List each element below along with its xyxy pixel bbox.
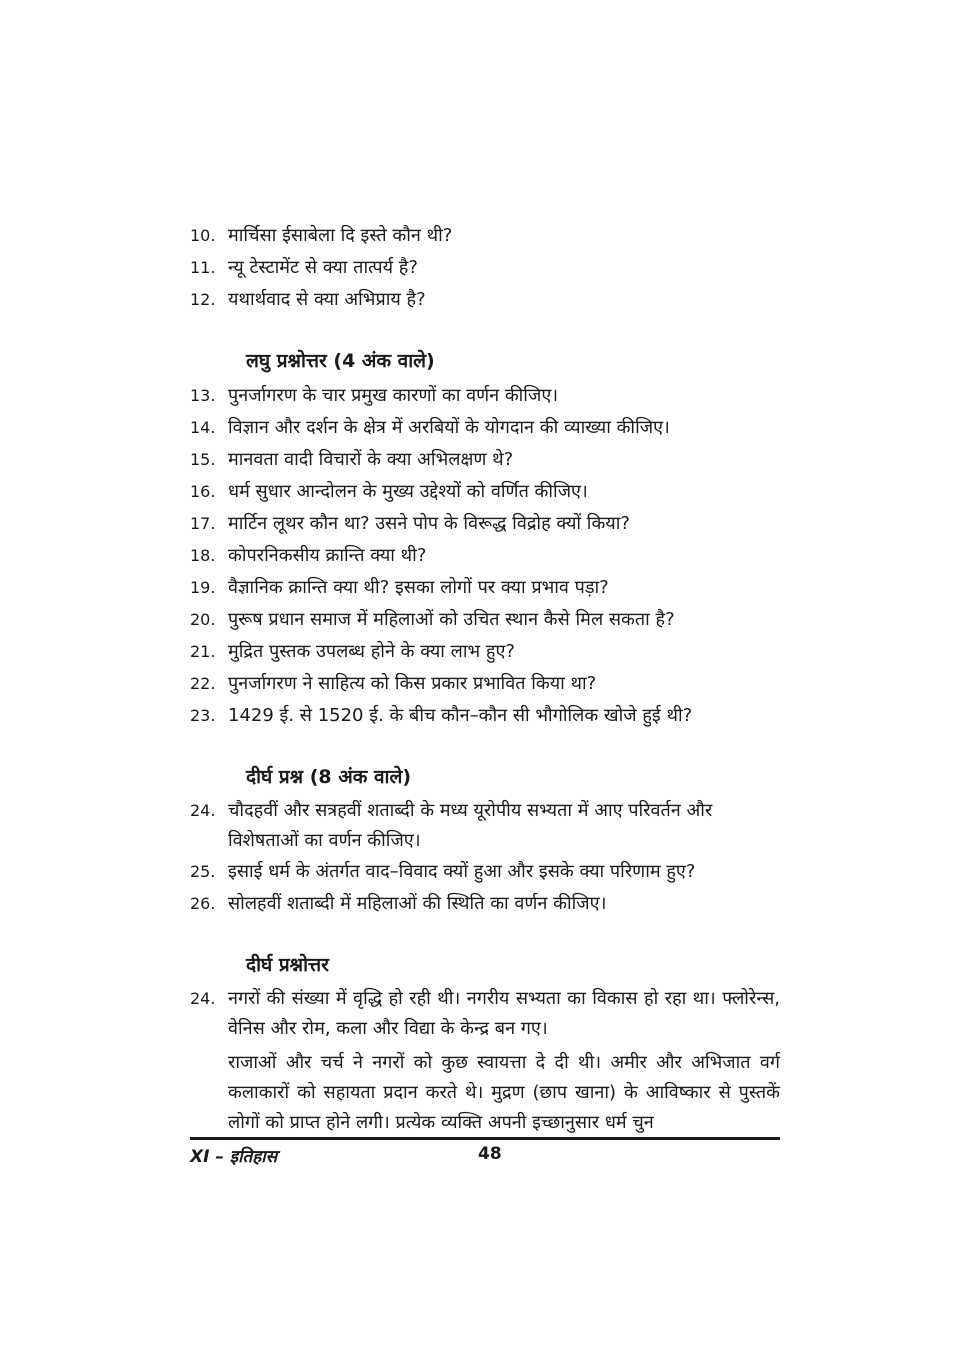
answer-number: 24. <box>190 989 216 1008</box>
footer-divider <box>190 1137 780 1140</box>
question-number: 25. <box>190 862 216 881</box>
question-item <box>190 604 780 636</box>
page-number: 48 <box>478 1144 502 1164</box>
section-heading-answers: दीर्घ प्रश्नोत्तर <box>246 954 329 976</box>
question-item <box>190 540 780 572</box>
question-number: 10. <box>190 226 216 245</box>
question-text: मानवता वादी विचारों के क्या अभिलक्षण थे? <box>228 449 514 470</box>
question-text: यथार्थवाद से क्या अभिप्राय है? <box>228 289 426 310</box>
question-number: 16. <box>190 482 216 501</box>
question-text: न्यू टेस्टामेंट से क्या तात्पर्य है? <box>228 257 418 278</box>
question-item <box>190 572 780 604</box>
answer-paragraph: राजाओं और चर्च ने नगरों को कुछ स्वायत्ता दे दी थी। अमीर और अभिजात वर्ग कलाकारों को सहायता प्रदान करते थे। मुद्रण (छाप खाना) के आविष्कार से पुस्तकें लोगों को प्राप्त होने लगी। प्रत्येक व्यक्ति अपनी इच्छानुसार धर्म चुन <box>228 1052 780 1133</box>
question-text: चौदहवीं और सत्रहवीं शताब्दी के मध्य यूरोपीय सभ्यता में आए परिवर्तन और विशेषताओं का वर्णन कीजिए। <box>228 800 713 851</box>
question-number: 17. <box>190 514 216 533</box>
question-list-long <box>190 796 780 920</box>
question-item <box>190 380 780 412</box>
question-text: पुनर्जागरण के चार प्रमुख कारणों का वर्णन कीजिए। <box>228 385 559 406</box>
question-number: 19. <box>190 578 216 597</box>
question-item <box>190 444 780 476</box>
question-item <box>190 856 780 888</box>
question-item <box>190 700 780 732</box>
question-text: पुनर्जागरण ने साहित्य को किस प्रकार प्रभावित किया था? <box>228 673 597 694</box>
question-list-short <box>190 380 780 732</box>
section-heading-long: दीर्घ प्रश्न (8 अंक वाले) <box>246 766 412 788</box>
question-item <box>190 888 780 920</box>
question-item <box>190 796 780 856</box>
question-number: 23. <box>190 706 216 725</box>
question-item <box>190 252 780 284</box>
question-number: 15. <box>190 450 216 469</box>
answer-item <box>190 984 780 1044</box>
question-text: मार्चिसा ईसाबेला दि इस्ते कौन थी? <box>228 225 453 246</box>
question-item <box>190 220 780 252</box>
question-text: धर्म सुधार आन्दोलन के मुख्य उद्देश्यों को वर्णित कीजिए। <box>228 481 588 502</box>
question-text: मुद्रित पुस्तक उपलब्ध होने के क्या लाभ हुए? <box>228 641 515 662</box>
question-number: 20. <box>190 610 216 629</box>
question-text: 1429 ई. से 1520 ई. के बीच कौन–कौन सी भौगोलिक खोजे हुई थी? <box>228 705 693 726</box>
question-number: 22. <box>190 674 216 693</box>
question-text: मार्टिन लूथर कौन था? उसने पोप के विरूद्ध विद्रोह क्यों किया? <box>228 513 630 534</box>
question-number: 12. <box>190 290 216 309</box>
question-text: इसाई धर्म के अंतर्गत वाद–विवाद क्यों हुआ और इसके क्या परिणाम हुए? <box>228 861 696 882</box>
question-item <box>190 284 780 316</box>
question-number: 24. <box>190 801 216 820</box>
answer-paragraph: नगरों की संख्या में वृद्धि हो रही थी। नगरीय सभ्यता का विकास हो रहा था। फ्लोरेन्स, वेनिस और रोम, कला और विद्या के केन्द्र बन गए। <box>228 988 780 1039</box>
question-number: 11. <box>190 258 216 277</box>
question-number: 26. <box>190 894 216 913</box>
page-content <box>190 220 780 1138</box>
question-text: सोलहवीं शताब्दी में महिलाओं की स्थिति का वर्णन कीजिए। <box>228 893 607 914</box>
question-text: वैज्ञानिक क्रान्ति क्या थी? इसका लोगों पर क्या प्रभाव पड़ा? <box>228 577 609 598</box>
question-number: 13. <box>190 386 216 405</box>
question-number: 14. <box>190 418 216 437</box>
question-text: कोपरनिकसीय क्रान्ति क्या थी? <box>228 545 427 566</box>
question-item <box>190 668 780 700</box>
question-item <box>190 476 780 508</box>
question-text: पुरूष प्रधान समाज में महिलाओं को उचित स्थान कैसे मिल सकता है? <box>228 609 675 630</box>
question-item <box>190 636 780 668</box>
question-number: 21. <box>190 642 216 661</box>
question-item <box>190 508 780 540</box>
question-item <box>190 412 780 444</box>
question-list-top <box>190 220 780 316</box>
question-number: 18. <box>190 546 216 565</box>
footer-book-title: XI – इतिहास <box>190 1147 278 1167</box>
section-heading-short: लघु प्रश्नोत्तर (4 अंक वाले) <box>246 350 435 372</box>
question-text: विज्ञान और दर्शन के क्षेत्र में अरबियों के योगदान की व्याख्या कीजिए। <box>228 417 670 438</box>
